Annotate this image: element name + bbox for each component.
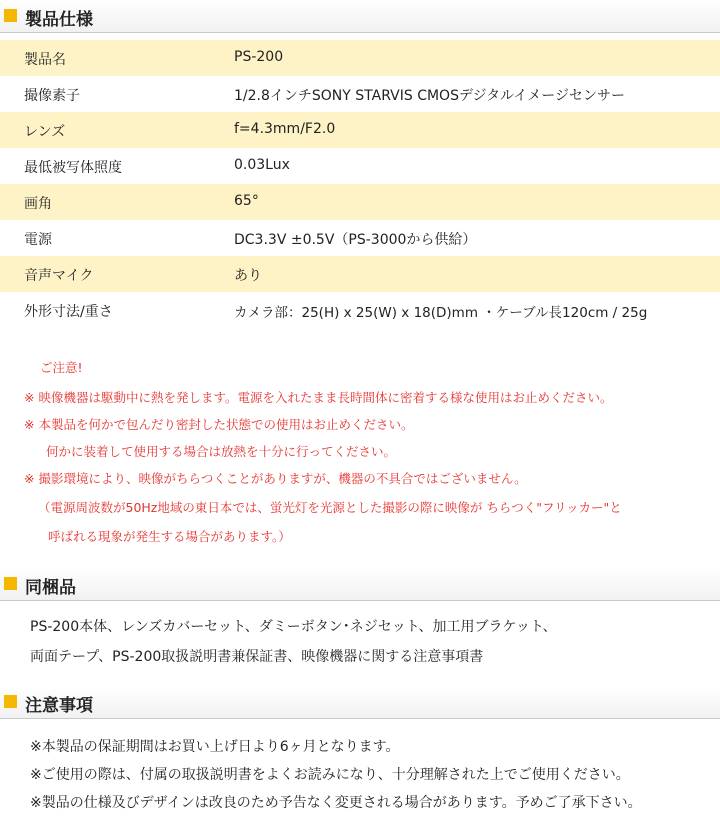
spec-row-product-name [0,40,720,76]
note-line: 呼ばれる現象が発生する場合があります。） [48,529,291,544]
spec-value: DC3.3V ±0.5V（PS-3000から供給） [234,232,477,248]
note-line: ※ 本製品を何かで包んだり密封した状態での使用はお止めください。 [24,417,414,432]
spec-label: 画角 [24,196,52,212]
spec-value: 1/2.8インチSONY STARVIS CMOSデジタルイメージセンサー [234,88,626,104]
bundle-section-header [0,568,720,601]
bundle-section-title: 同梱品 [25,578,76,598]
section-marker-icon [4,695,17,708]
spec-row-power [0,220,720,256]
spec-label: レンズ [24,124,66,140]
spec-label: 音声マイク [24,268,94,284]
spec-value: カメラ部：25(H) x 25(W) x 18(D)mm ・ケーブル長120cm / 25g [234,305,648,321]
spec-value: 0.03Lux [234,157,290,173]
section-marker-icon [4,9,17,22]
spec-label: 製品名 [24,52,66,68]
note-line: 何かに装着して使用する場合は放熱を十分に行ってください。 [46,444,397,459]
spec-value: PS-200 [234,49,284,65]
spec-row-lens [0,112,720,148]
note-line: ※ 映像機器は駆動中に熱を発します。電源を入れたまま長時間体に密着する様な使用はお止めください。 [24,390,613,405]
spec-row-microphone [0,256,720,292]
spec-label: 最低被写体照度 [24,160,122,176]
caution-line: ※製品の仕様及びデザインは改良のため予告なく変更される場合があります。予めご了承下さい。 [30,795,642,811]
note-line: （電源周波数が50Hz地域の東日本では、蛍光灯を光源とした撮影の際に映像が ちらつく"フリッカー"と [38,500,622,515]
section-marker-icon [4,577,17,590]
spec-section-title: 製品仕様 [25,10,93,30]
caution-section-header [0,686,720,719]
spec-label: 撮像素子 [24,88,80,104]
bundle-line: 両面テープ、PS-200取扱説明書兼保証書、映像機器に関する注意事項書 [30,649,484,665]
spec-table [0,40,720,328]
spec-value: あり [234,268,262,284]
spec-row-view-angle [0,184,720,220]
spec-row-sensor [0,76,720,112]
caution-line: ※本製品の保証期間はお買い上げ日より6ヶ月となります。 [30,739,400,755]
bundle-line: PS-200本体、レンズカバーセット、ダミーボタン･ネジセット、加工用ブラケット、 [30,619,557,635]
caution-line: ※ご使用の際は、付属の取扱説明書をよくお読みになり、十分理解された上でご使用ください。 [30,767,630,783]
notes-heading: ご注意! [40,360,83,375]
spec-value: 65° [234,193,259,209]
spec-value: f=4.3mm/F2.0 [234,121,336,137]
note-line: ※ 撮影環境により、映像がちらつくことがありますが、機器の不具合ではございません。 [24,471,527,486]
spec-label: 外形寸法/重さ [24,304,113,320]
spec-section-header [0,0,720,33]
spec-label: 電源 [24,232,52,248]
spec-row-min-illumination [0,148,720,184]
spec-row-dimensions [0,292,720,328]
caution-section-title: 注意事項 [25,696,93,716]
